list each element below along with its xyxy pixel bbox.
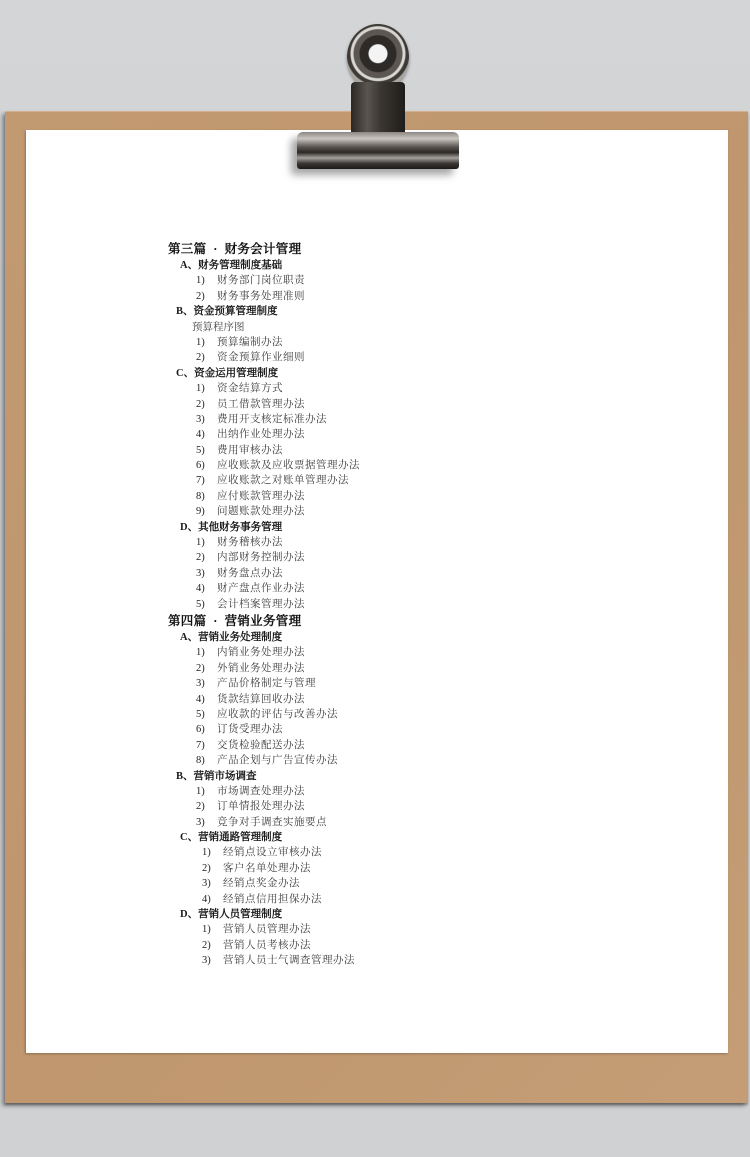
item-label: 财务部门岗位职责 [217,275,305,287]
item-number: 5) [196,708,205,720]
list-item [168,289,568,304]
list-item [168,566,568,581]
item-label: 经销点设立审核办法 [223,847,322,859]
item-label: 财产盘点作业办法 [217,583,305,595]
section-title: D、其他财务事务管理 [180,521,283,533]
item-number: 2) [202,862,211,874]
section-title: C、资金运用管理制度 [176,367,279,379]
list-item [168,550,568,565]
item-number: 6) [196,724,205,736]
item-label: 外销业务处理办法 [217,662,305,674]
item-label: 产品价格制定与管理 [217,678,316,690]
list-item [168,892,568,907]
item-number: 4) [196,429,205,441]
part-title: 第四篇 · 营销业务管理 [168,613,302,628]
list-item [168,845,568,860]
list-item [168,381,568,396]
item-number: 3) [196,413,205,425]
list-item [168,335,568,350]
item-number: 2) [196,398,205,410]
item-label: 预算编制办法 [217,336,283,348]
item-label: 费用审核办法 [217,444,283,456]
list-item [168,597,568,612]
list-item [168,535,568,550]
item-number: 3) [196,567,205,579]
item-number: 1) [202,847,211,859]
item-label: 费用开支核定标准办法 [217,413,327,425]
item-number: 2) [196,290,205,302]
clip-jaw [297,132,459,169]
item-number: 1) [196,537,205,549]
list-item [168,953,568,968]
list-item [168,815,568,830]
section-note: 预算程序图 [192,321,245,333]
item-label: 货款结算回收办法 [217,693,305,705]
list-item [168,273,568,288]
item-label: 应收账款及应收票据管理办法 [217,460,360,472]
section-title: D、营销人员管理制度 [180,909,283,921]
list-item [168,692,568,707]
list-item [168,738,568,753]
item-number: 5) [196,598,205,610]
list-item [168,876,568,891]
item-label: 竞争对手调查实施要点 [217,816,327,828]
item-number: 6) [196,460,205,472]
list-item [168,645,568,660]
section-title: C、营销通路管理制度 [180,832,283,844]
item-number: 4) [196,693,205,705]
item-number: 3) [196,816,205,828]
list-item [168,427,568,442]
section-title: B、营销市场调查 [176,770,257,782]
binder-clip-icon [285,22,465,172]
item-number: 2) [196,662,205,674]
item-number: 2) [196,552,205,564]
item-number: 4) [196,583,205,595]
item-label: 财务盘点办法 [217,567,283,579]
section-title: B、资金预算管理制度 [176,306,278,318]
section-title: A、营销业务处理制度 [180,631,283,643]
item-number: 2) [202,939,211,951]
item-number: 2) [196,352,205,364]
list-item [168,397,568,412]
item-label: 财务稽核办法 [217,537,283,549]
list-item [168,784,568,799]
item-label: 应付账款管理办法 [217,490,305,502]
list-item [168,922,568,937]
list-item [168,458,568,473]
list-item [168,443,568,458]
list-item [168,661,568,676]
item-label: 会计档案管理办法 [217,598,305,610]
list-item [168,350,568,365]
item-number: 7) [196,475,205,487]
item-number: 1) [196,275,205,287]
item-number: 1) [202,924,211,936]
item-label: 订货受理办法 [217,724,283,736]
item-number: 8) [196,755,205,767]
list-item [168,938,568,953]
item-label: 内销业务处理办法 [217,647,305,659]
item-label: 出纳作业处理办法 [217,429,305,441]
item-number: 3) [202,955,211,967]
list-item [168,504,568,519]
item-label: 应收账款之对账单管理办法 [217,475,349,487]
item-label: 经销点奖金办法 [223,878,300,890]
item-label: 市场调查处理办法 [217,785,305,797]
item-label: 应收款的评估与改善办法 [217,708,338,720]
item-label: 经销点信用担保办法 [223,893,322,905]
list-item [168,676,568,691]
item-number: 2) [196,801,205,813]
list-item [168,412,568,427]
item-label: 资金预算作业细则 [217,352,305,364]
item-number: 5) [196,444,205,456]
item-number: 1) [196,647,205,659]
item-label: 员工借款管理办法 [217,398,305,410]
clip-ring [347,24,409,90]
item-number: 3) [202,878,211,890]
item-number: 4) [202,893,211,905]
section-title: A、财务管理制度基础 [180,260,283,271]
item-label: 资金结算方式 [217,383,283,395]
list-item [168,707,568,722]
list-item [168,861,568,876]
item-number: 1) [196,785,205,797]
item-label: 营销人员考核办法 [223,939,311,951]
item-label: 客户名单处理办法 [223,862,311,874]
list-item [168,799,568,814]
item-number: 7) [196,739,205,751]
item-label: 财务事务处理准则 [217,290,305,302]
item-number: 1) [196,383,205,395]
list-item [168,473,568,488]
part-title: 第三篇 · 财务会计管理 [168,242,302,256]
item-label: 产品企划与广告宣传办法 [217,755,338,767]
item-label: 内部财务控制办法 [217,552,305,564]
item-label: 订单情报处理办法 [217,801,305,813]
list-item [168,722,568,737]
table-of-contents [168,240,568,969]
item-number: 9) [196,506,205,518]
item-label: 营销人员士气调查管理办法 [223,955,355,967]
item-label: 问题账款处理办法 [217,506,305,518]
item-number: 1) [196,336,205,348]
item-number: 3) [196,678,205,690]
list-item [168,753,568,768]
list-item [168,489,568,504]
item-label: 交货检验配送办法 [217,739,305,751]
item-number: 8) [196,490,205,502]
list-item [168,581,568,596]
item-label: 营销人员管理办法 [223,924,311,936]
